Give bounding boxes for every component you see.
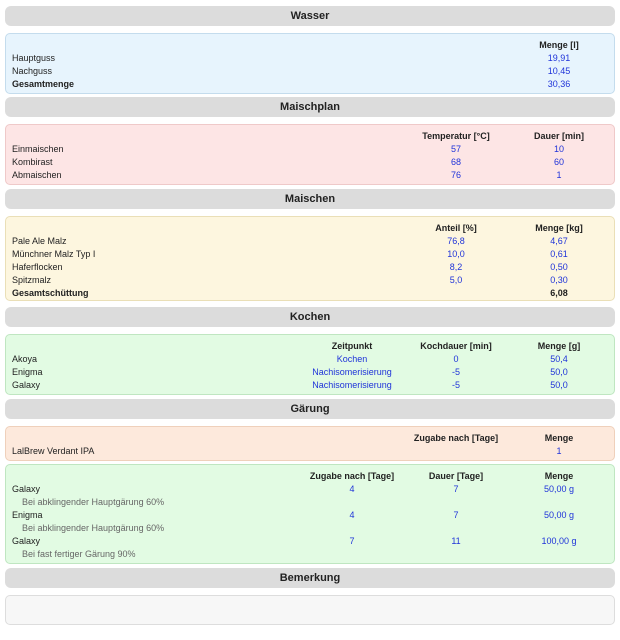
section-header-wasser: Wasser xyxy=(5,6,615,26)
row-label-malt-2: Münchner Malz Typ I xyxy=(12,249,96,259)
value-kochdauer-hop-2: -5 xyxy=(451,367,461,377)
row-label-nachguss: Nachguss xyxy=(12,66,53,76)
col-header-menge-l: Menge [l] xyxy=(539,40,579,50)
value-dauer-kombirast: 60 xyxy=(553,157,565,167)
section-header-gaerung: Gärung xyxy=(5,399,615,419)
col-header-kochdauer: Kochdauer [min] xyxy=(420,341,492,351)
row-label-dryhop-2: Enigma xyxy=(12,510,43,520)
value-menge-hop-3: 50,0 xyxy=(550,380,568,390)
value-temp-kombirast: 68 xyxy=(450,157,462,167)
row-label-gesamtmenge: Gesamtmenge xyxy=(12,79,75,89)
value-dauer-dryhop-3: 11 xyxy=(451,536,461,546)
row-label-malt-3: Haferflocken xyxy=(12,262,63,272)
value-menge-malt-1: 4,67 xyxy=(550,236,568,246)
value-zeitpunkt-hop-3: Nachisomerisierung xyxy=(312,380,392,390)
maischen-panel xyxy=(5,216,615,301)
row-label-abmaischen: Abmaischen xyxy=(12,170,62,180)
row-label-kombirast: Kombirast xyxy=(12,157,53,167)
row-label-dryhop-3: Galaxy xyxy=(12,536,41,546)
row-label-hop-1: Akoya xyxy=(12,354,38,364)
note-dryhop-2: Bei abklingender Hauptgärung 60% xyxy=(22,523,165,533)
section-header-bemerkung: Bemerkung xyxy=(5,568,615,588)
wasser-panel xyxy=(5,33,615,94)
col-header-hopfen-menge: Menge xyxy=(544,471,574,481)
value-menge-hop-1: 50,4 xyxy=(550,354,568,364)
col-header-hefe-menge: Menge xyxy=(544,433,574,443)
value-menge-dryhop-1: 50,00 g xyxy=(543,484,575,494)
col-header-zeitpunkt: Zeitpunkt xyxy=(331,341,373,351)
value-zeitpunkt-hop-1: Kochen xyxy=(336,354,368,364)
note-dryhop-3: Bei fast fertiger Gärung 90% xyxy=(22,549,136,559)
value-menge-dryhop-3: 100,00 g xyxy=(541,536,577,546)
row-label-hauptguss: Hauptguss xyxy=(12,53,56,63)
value-kochdauer-hop-3: -5 xyxy=(451,380,461,390)
maischplan-panel xyxy=(5,124,615,185)
value-zugabe-dryhop-2: 4 xyxy=(349,510,355,520)
section-header-kochen: Kochen xyxy=(5,307,615,327)
value-dauer-abmaischen: 1 xyxy=(556,170,562,180)
value-temp-einmaischen: 57 xyxy=(450,144,462,154)
value-dauer-dryhop-2: 7 xyxy=(453,510,459,520)
value-anteil-malt-3: 8,2 xyxy=(449,262,463,272)
value-gesamtmenge: 30,36 xyxy=(547,79,571,89)
row-label-malt-4: Spitzmalz xyxy=(12,275,52,285)
row-label-hop-2: Enigma xyxy=(12,367,43,377)
value-anteil-malt-4: 5,0 xyxy=(449,275,463,285)
value-temp-abmaischen: 76 xyxy=(450,170,462,180)
col-header-hopfen-dauer: Dauer [Tage] xyxy=(428,471,484,481)
value-menge-malt-2: 0,61 xyxy=(550,249,568,259)
value-zeitpunkt-hop-2: Nachisomerisierung xyxy=(312,367,392,377)
kochen-panel xyxy=(5,334,615,395)
value-nachguss: 10,45 xyxy=(547,66,571,76)
value-menge-dryhop-2: 50,00 g xyxy=(543,510,575,520)
value-menge-hefe: 1 xyxy=(556,446,562,456)
col-header-hefe-zugabe: Zugabe nach [Tage] xyxy=(413,433,499,443)
col-header-menge-kg: Menge [kg] xyxy=(535,223,583,233)
value-anteil-malt-2: 10,0 xyxy=(447,249,465,259)
col-header-temperatur: Temperatur [°C] xyxy=(422,131,490,141)
gaerung-hefe-panel xyxy=(5,426,615,461)
value-zugabe-dryhop-1: 4 xyxy=(349,484,355,494)
value-dauer-einmaischen: 10 xyxy=(553,144,565,154)
value-dauer-dryhop-1: 7 xyxy=(453,484,459,494)
value-zugabe-dryhop-3: 7 xyxy=(349,536,355,546)
note-dryhop-1: Bei abklingender Hauptgärung 60% xyxy=(22,497,165,507)
row-label-hop-3: Galaxy xyxy=(12,380,41,390)
value-menge-malt-4: 0,30 xyxy=(550,275,568,285)
bemerkung-panel xyxy=(5,595,615,625)
row-label-malt-1: Pale Ale Malz xyxy=(12,236,67,246)
col-header-dauer-min: Dauer [min] xyxy=(533,131,585,141)
row-label-einmaischen: Einmaischen xyxy=(12,144,64,154)
row-label-hefe: LalBrew Verdant IPA xyxy=(12,446,95,456)
row-label-dryhop-1: Galaxy xyxy=(12,484,41,494)
value-menge-malt-3: 0,50 xyxy=(550,262,568,272)
section-header-maischen: Maischen xyxy=(5,189,615,209)
section-header-maischplan: Maischplan xyxy=(5,97,615,117)
value-gesamtschuettung: 6,08 xyxy=(550,288,568,298)
value-kochdauer-hop-1: 0 xyxy=(453,354,459,364)
col-header-hopfen-zugabe: Zugabe nach [Tage] xyxy=(309,471,395,481)
col-header-anteil: Anteil [%] xyxy=(435,223,477,233)
row-label-gesamtschuettung: Gesamtschüttung xyxy=(12,288,89,298)
value-hauptguss: 19,91 xyxy=(547,53,571,63)
gaerung-hopfen-panel xyxy=(5,464,615,564)
value-anteil-malt-1: 76,8 xyxy=(447,236,465,246)
col-header-menge-g: Menge [g] xyxy=(537,341,581,351)
value-menge-hop-2: 50,0 xyxy=(550,367,568,377)
